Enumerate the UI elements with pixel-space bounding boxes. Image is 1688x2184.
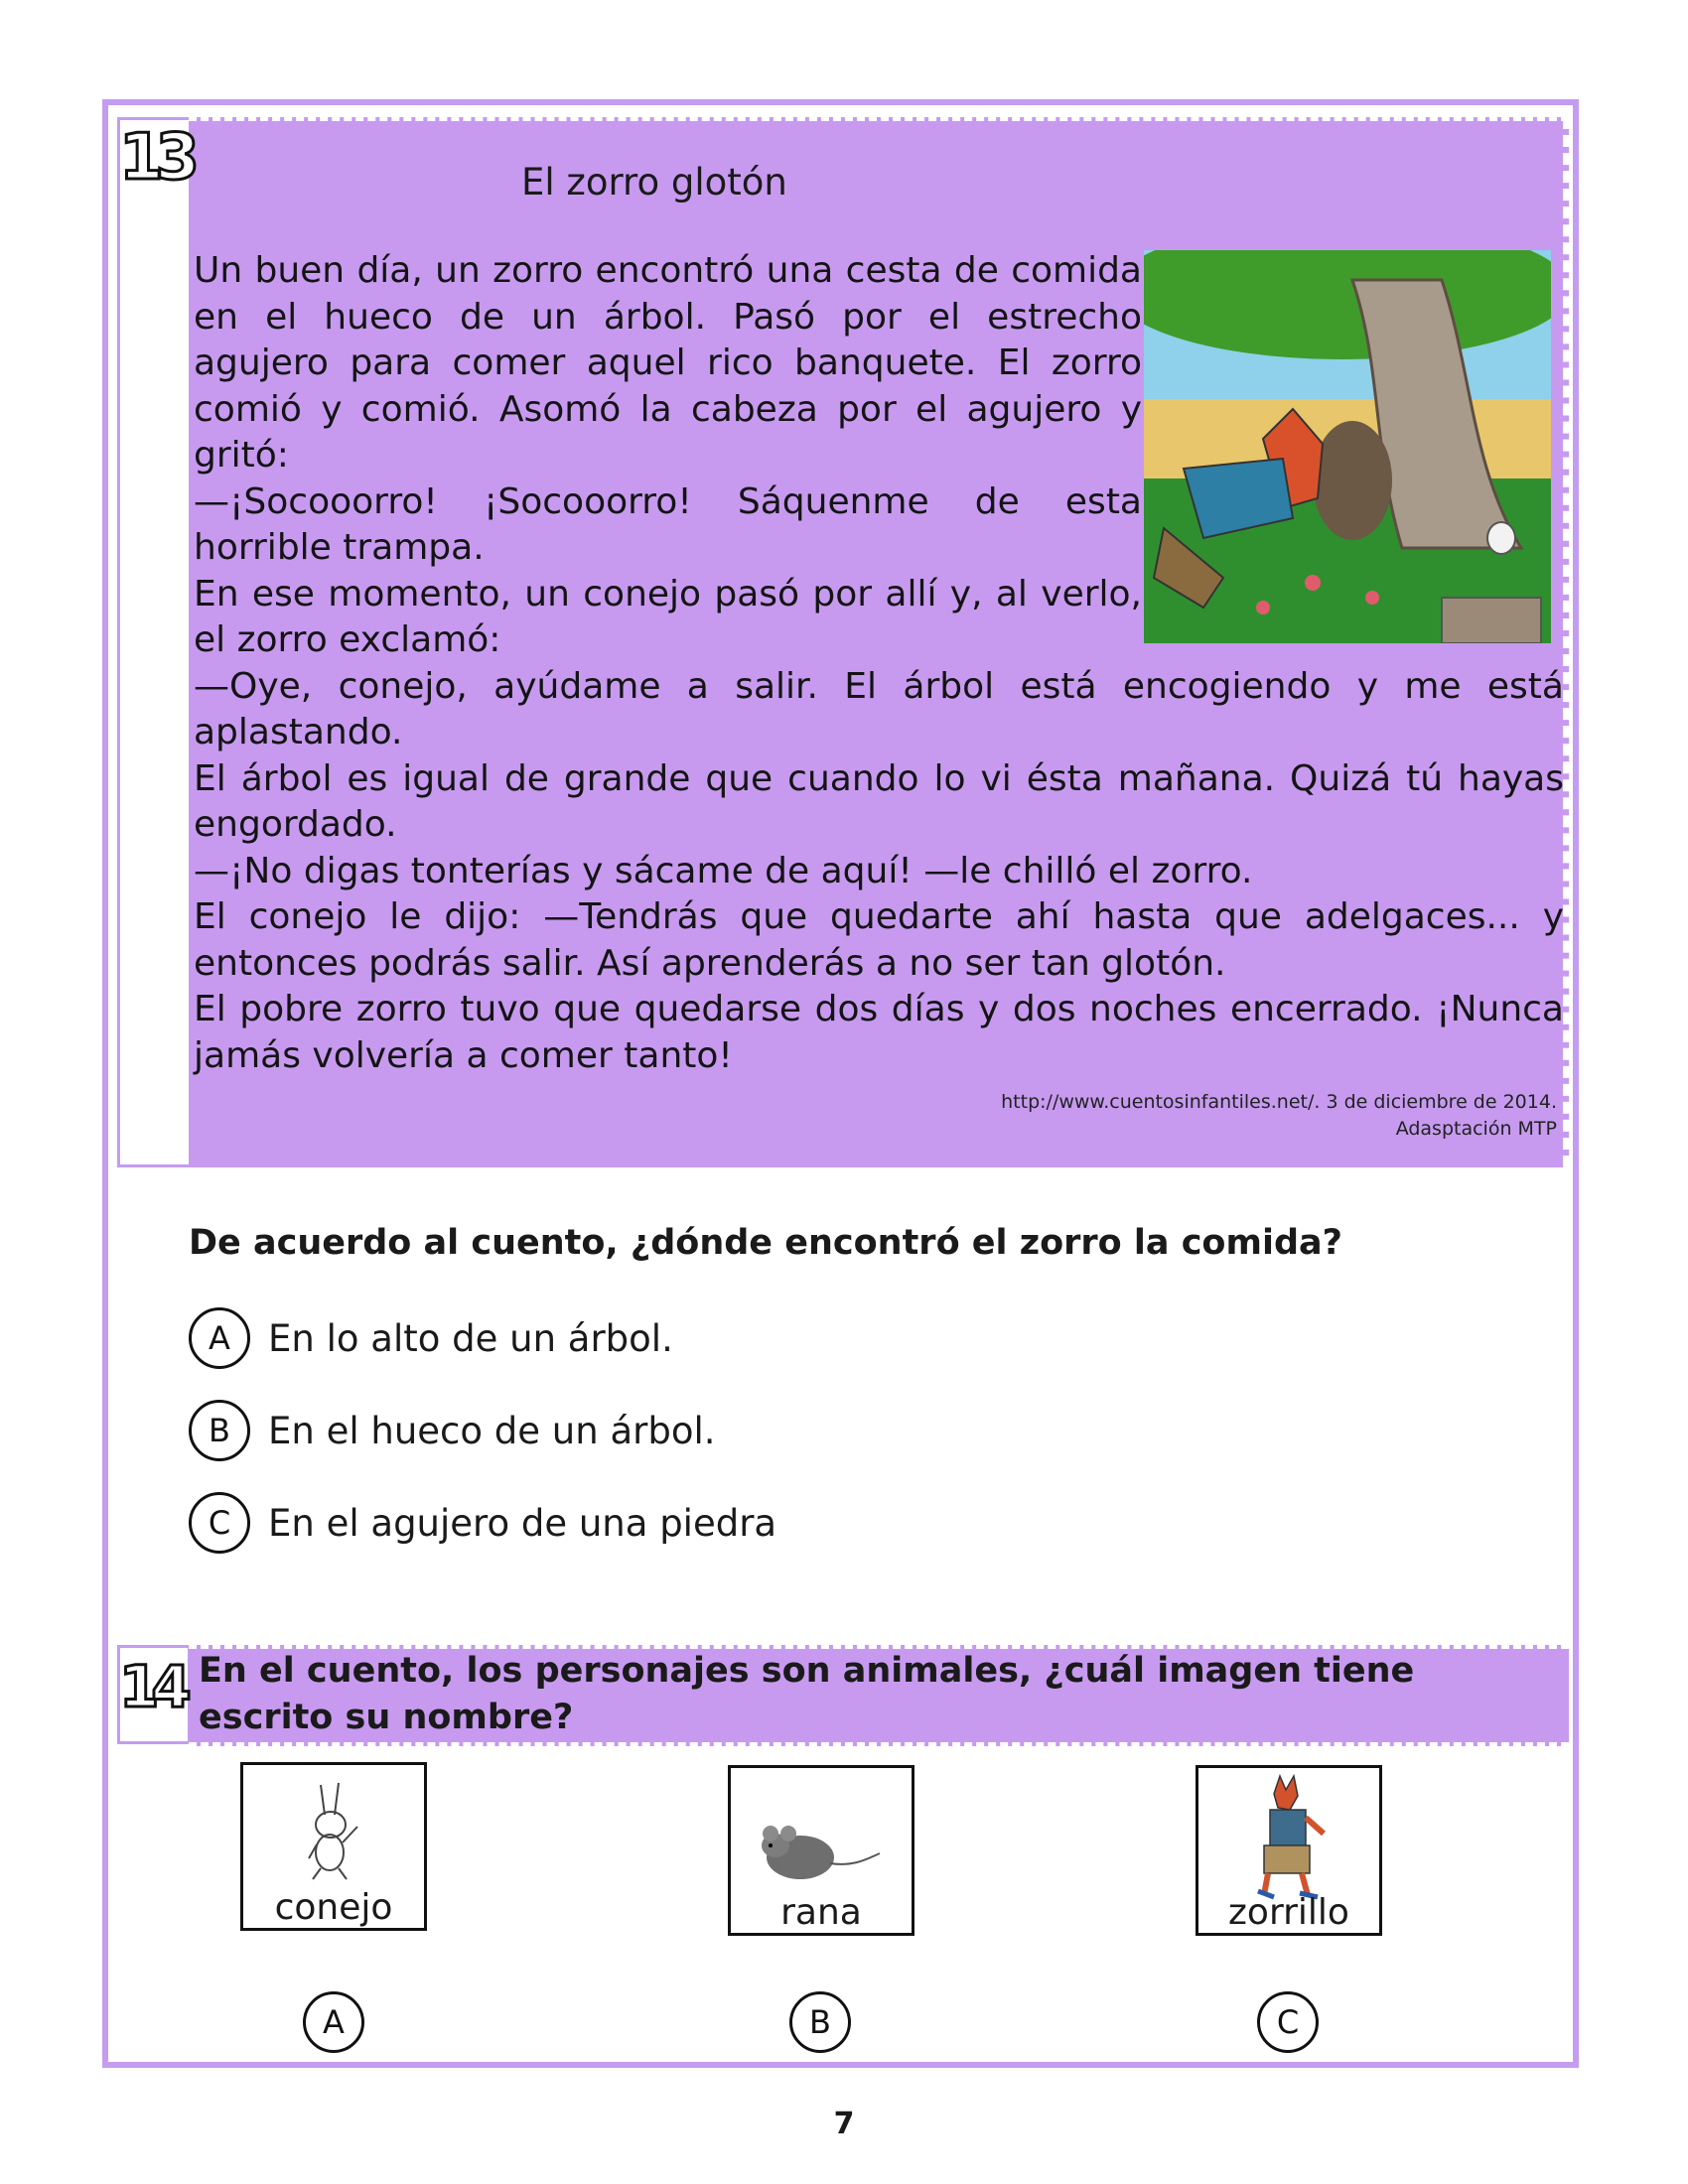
card-label: zorrillo — [1228, 1892, 1349, 1933]
question-14-text: En el cuento, los personajes son animales, ¿cuál imagen tiene escrito su nombre? — [199, 1651, 1415, 1737]
card-a[interactable] — [240, 1762, 427, 1931]
card-choice-c[interactable]: C — [1257, 1991, 1319, 2053]
question-number-14: 14 — [119, 1653, 184, 1720]
fox-icon — [1198, 1768, 1379, 1902]
card-label: rana — [780, 1892, 862, 1933]
option-circle[interactable]: C — [189, 1492, 250, 1554]
source-adaptation: Adasptación MTP — [1395, 1118, 1557, 1140]
option-circle[interactable]: B — [189, 1400, 250, 1461]
option-c[interactable] — [189, 1492, 776, 1554]
story-paragraph: Un buen día, un zorro encontró una cesta de comida en el hueco de un árbol. Pasó por el estrecho agujero para comer aquel rico banquete. El zorro comió y comió. Asomó la cabeza por el agujero y gritó: — [194, 250, 1142, 476]
story-paragraph: —¡No digas tonterías y sácame de aquí! —le chilló el zorro. — [194, 850, 1253, 891]
card-choice-b[interactable]: B — [789, 1991, 851, 2053]
option-text: En lo alto de un árbol. — [268, 1316, 673, 1360]
question-13-text: De acuerdo al cuento, ¿dónde encontró el zorro la comida? — [189, 1223, 1342, 1263]
story-title: El zorro glotón — [521, 161, 787, 204]
option-text: En el hueco de un árbol. — [268, 1409, 716, 1452]
story-source — [1001, 1089, 1557, 1143]
option-text: En el agujero de una piedra — [268, 1501, 777, 1545]
story-paragraph: En ese momento, un conejo pasó por allí y, al verlo, el zorro exclamó: — [194, 573, 1142, 660]
card-choice-a[interactable]: A — [303, 1991, 364, 2053]
story-paragraph: El árbol es igual de grande que cuando lo vi ésta mañana. Quizá tú hayas engordado. — [194, 757, 1564, 845]
card-c[interactable] — [1196, 1765, 1382, 1936]
story-paragraph: El pobre zorro tuvo que quedarse dos días y dos noches encerrado. ¡Nunca jamás volvería a comer tanto! — [194, 989, 1564, 1076]
question-number-13: 13 — [119, 121, 193, 195]
story-paragraph: —¡Socooorro! ¡Socooorro! Sáquenme de esta horrible trampa. — [194, 480, 1142, 568]
page-number: 7 — [833, 2107, 855, 2141]
mouse-icon — [731, 1768, 912, 1897]
story-paragraph: El conejo le dijo: —Tendrás que quedarte ahí hasta que adelgaces... y entonces podrás salir. Así aprenderás a no ser tan glotón. — [194, 896, 1564, 984]
card-label: conejo — [274, 1887, 393, 1928]
card-b[interactable] — [728, 1765, 914, 1936]
source-url: http://www.cuentosinfantiles.net/. 3 de diciembre de 2014. — [1001, 1091, 1557, 1113]
option-a[interactable] — [189, 1307, 673, 1369]
option-circle[interactable]: A — [189, 1307, 250, 1369]
story-text — [194, 248, 1564, 1079]
option-b[interactable] — [189, 1400, 716, 1461]
rabbit-icon — [243, 1765, 424, 1889]
story-paragraph: —Oye, conejo, ayúdame a salir. El árbol está encogiendo y me está aplastando. — [194, 665, 1564, 752]
